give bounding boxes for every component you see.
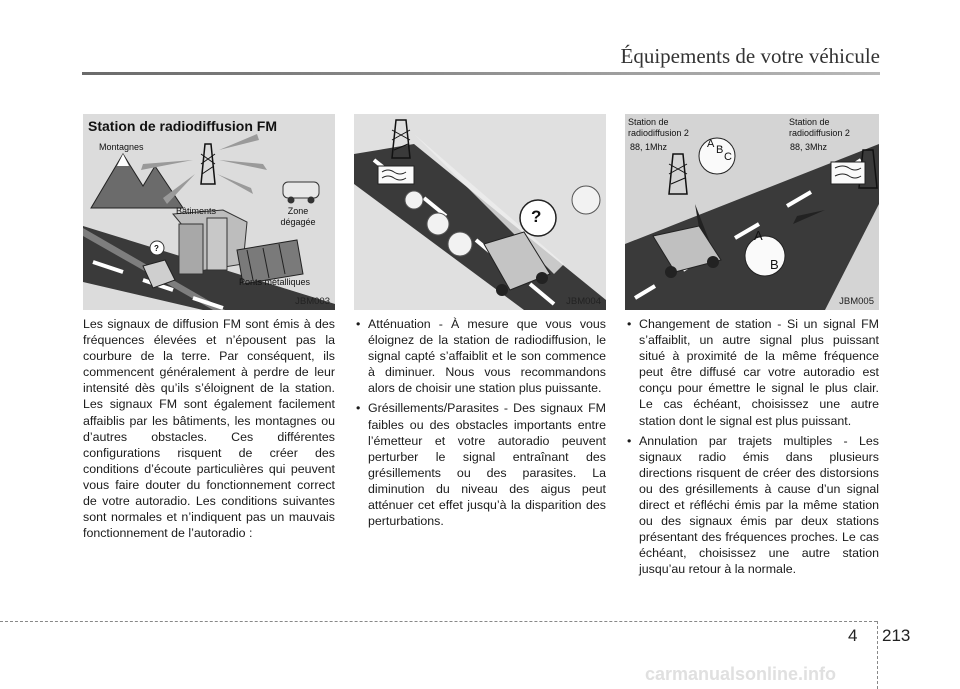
bullet-station-change: • Changement de station - Si un signal FM s’affaiblit, un autre signal plus puissant situé à proximité de la même fréquence peut être diffusé car votre autoradio est conçu pour émettre le signal le plus clair. Le cas échéant, choisissez une autre station dont le signal est plus puissant. [625,316,879,429]
label-freq-left: 88, 1Mhz [630,142,668,152]
bullet-static: • Grésillements/Parasites - Des signaux FM faibles ou des obstacles importants entre l’émetteur et votre autoradio peuvent perturber le signal entraînant des grésillements ou des parasites. La diminution du niveau des aigus peut atténuer cet effet jusqu’à la disparition des perturbations. [354,400,606,529]
label-station-right [789,117,850,139]
label-station-left-line2: radiodiffusion 2 [628,128,689,138]
column-attenuation-static [354,316,606,533]
label-station-left-line1: Station de [628,117,669,127]
figure-attenuation [354,114,606,310]
watermark: carmanualsonline.info [645,664,837,684]
letter-b-bottom: B [770,257,779,272]
letter-a-bottom: A [754,228,763,243]
label-station-left [628,117,689,139]
figure-code: JBM004 [566,296,601,307]
figure-code: JBM005 [839,296,874,307]
label-freq-right: 88, 3Mhz [790,142,828,152]
label-open-area-line1: Zone [287,206,309,216]
label-mountains: Montagnes [99,142,144,152]
header-rule [82,72,880,75]
figure-code: JBM003 [295,296,330,307]
page-header-title: Équipements de votre véhicule [620,44,880,68]
bullet-attenuation: • Atténuation - À mesure que vous vous éloignez de la station de radiodiffusion, le signal capté s’affaiblit et le son commence à diminuer. Nous vous recommandons alors de choisir une station plus puissante. [354,316,606,396]
letter-c-top: C [724,151,732,163]
attenuation-illustration [354,114,606,310]
figure-title: Station de radiodiffusion FM [88,118,277,134]
column-station-multipath [625,316,879,582]
figure-station-change [625,114,879,310]
chapter-number: 4 [848,626,858,645]
bullet-multipath: • Annulation par trajets multiples - Les signaux radio émis dans plusieurs directions risquent de créer des distorsions ou des grésillements à cause d’un signal direct et réfléchi émis par la même station ou des signaux émis par deux stations présentant des fréquences proches. Le cas échéant, choisissez une autre station jusqu’au retour à la normale. [625,433,879,578]
question-mark: ? [531,207,542,226]
intro-paragraph: Les signaux de diffusion FM sont émis à des fréquences élevées et n’épousent pas la courbure de la terre. Par conséquent, ils commencent généralement à perdre de leur intensité dès qu’ils s’éloignent de la station. Les signaux FM sont également facilement affaiblis par les bâtiments, les montagnes ou d’autres obstacles. Ces différentes configurations risquent de créer des conditions d’écoute particulières qui peuvent vous faire douter du fonctionnement correct de votre autoradio. Les conditions suivantes sont normales et n’indiquent pas un mauvais fonctionnement de l’autoradio : [83,317,335,541]
question-mark: ? [154,244,159,253]
footer-vertical-rule [877,621,878,689]
label-buildings: Bâtiments [176,206,217,216]
label-metal-bridges: Ponts métalliques [239,277,311,287]
letter-b-top: B [716,144,724,156]
column-intro [83,316,335,541]
footer-rule [0,621,877,622]
label-station-right-line2: radiodiffusion 2 [789,128,850,138]
label-open-area [271,206,325,228]
page-number: 213 [882,626,911,645]
label-station-right-line1: Station de [789,117,830,127]
figure-fm-station [83,114,335,310]
letter-a-top: A [707,138,715,150]
label-open-area-line2: dégagée [280,217,316,227]
